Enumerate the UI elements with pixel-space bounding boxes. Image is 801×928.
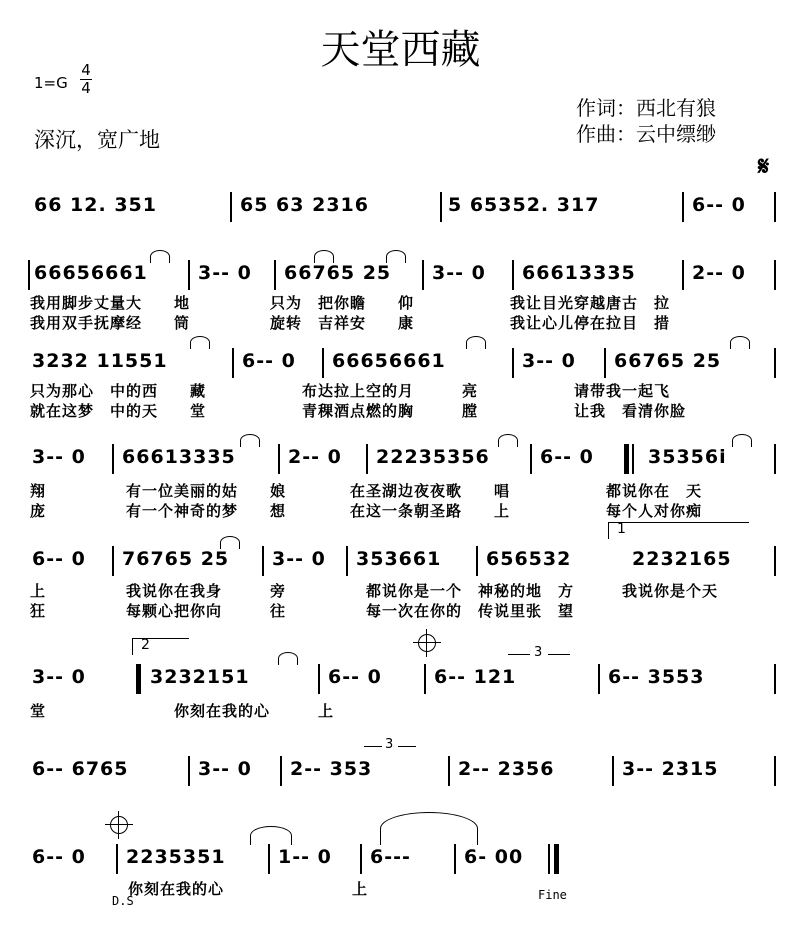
- measure-notes: 2-- 353: [290, 758, 373, 780]
- barline: [512, 260, 514, 290]
- segno-icon: 𝄋: [758, 152, 770, 182]
- measure-notes: 6-- 0: [242, 350, 296, 372]
- volta-2-label: 2: [141, 637, 150, 653]
- measure-notes: 66613335: [122, 446, 236, 468]
- measure-notes: 66656661: [332, 350, 446, 372]
- barline: [774, 664, 776, 694]
- barline: [322, 348, 324, 378]
- measure-notes: 2-- 0: [692, 262, 746, 284]
- measure-notes: 6- 00: [464, 846, 524, 868]
- song-title: 天堂西藏: [320, 27, 481, 73]
- barline: [682, 192, 684, 222]
- lyric-line-1: 只为那心 中的西 藏 布达拉上空的月 亮 请带我一起飞: [30, 382, 671, 400]
- lyric-line-1: 上 我说你在我身 旁 都说你是一个 神秘的地 方 我说你是个天: [30, 582, 719, 600]
- barline: [424, 664, 426, 694]
- measure-notes: 6-- 6765: [32, 758, 129, 780]
- time-top: 4: [81, 61, 91, 79]
- barline: [230, 192, 232, 222]
- measure-notes: 3-- 0: [432, 262, 486, 284]
- lyric-line-1: 堂 你刻在我的心 上: [30, 702, 335, 720]
- measure-notes: 3232151: [150, 666, 250, 688]
- barline: [366, 444, 368, 474]
- measure-notes: 76765 25: [122, 548, 230, 570]
- barline: [318, 664, 320, 694]
- triplet-label: 3: [534, 645, 543, 660]
- barline: [774, 444, 776, 474]
- measure-notes: 656532: [486, 548, 572, 570]
- barline: [598, 664, 600, 694]
- measure-notes: 66613335: [522, 262, 636, 284]
- triplet-line: [398, 746, 416, 747]
- composer: 作曲：云中缥缈: [576, 122, 716, 146]
- barline: [278, 444, 280, 474]
- measure-notes: 2232165: [632, 548, 732, 570]
- measure-notes: 22235356: [376, 446, 490, 468]
- barline: [268, 844, 270, 874]
- key-signature: 1=G: [34, 74, 68, 92]
- barline: [422, 260, 424, 290]
- volta-1-label: 1: [617, 521, 626, 537]
- measure-notes: 3-- 0: [198, 262, 252, 284]
- barline: [476, 546, 478, 576]
- triplet-line: [508, 654, 530, 655]
- staff-row: [28, 660, 776, 700]
- measure-notes: 66765 25: [284, 262, 392, 284]
- measure-notes: 2-- 2356: [458, 758, 555, 780]
- measure-notes: 65 63 2316: [240, 194, 369, 216]
- barline: [116, 844, 118, 874]
- staff-row: [28, 752, 776, 792]
- measure-notes: 3-- 2315: [622, 758, 719, 780]
- triplet-line: [364, 746, 382, 747]
- time-signature: [78, 62, 94, 97]
- repeat-start-barline: [624, 444, 629, 474]
- barline: [28, 260, 30, 290]
- volta-1-bracket: [608, 522, 749, 539]
- measure-notes: 66765 25: [614, 350, 722, 372]
- staff-row: [28, 188, 776, 228]
- triplet-label: 3: [385, 737, 394, 752]
- measure-notes: 3-- 0: [32, 446, 86, 468]
- triplet-line: [548, 654, 570, 655]
- staff-row: [28, 542, 776, 582]
- barline: [774, 260, 776, 290]
- final-barline-thin: [548, 844, 550, 874]
- measure-notes: 6-- 0: [328, 666, 382, 688]
- measure-notes: 6---: [370, 846, 411, 868]
- lyric-line-2: 狂 每颗心把你向 往 每一次在你的 传说里张 望: [30, 602, 575, 620]
- barline: [774, 348, 776, 378]
- fine-marking: Fine: [538, 888, 567, 902]
- staff-row: [28, 344, 776, 384]
- measure-notes: 3-- 0: [198, 758, 252, 780]
- measure-notes: 6-- 121: [434, 666, 517, 688]
- staff-row: [28, 840, 776, 880]
- barline: [682, 260, 684, 290]
- barline: [262, 546, 264, 576]
- lyric-line-1: 我用脚步丈量大 地 只为 把你瞻 仰 我让目光穿越唐古 拉: [30, 294, 671, 312]
- measure-notes: 6-- 0: [540, 446, 594, 468]
- staff-row: [28, 440, 776, 480]
- lyricist: 作词：西北有狼: [576, 96, 716, 120]
- measure-notes: 66656661: [34, 262, 148, 284]
- measure-notes: 66 12. 351: [34, 194, 157, 216]
- barline: [774, 546, 776, 576]
- ds-marking: D.S: [112, 894, 134, 908]
- final-barline-thick: [554, 844, 559, 874]
- measure-notes: 6-- 3553: [608, 666, 705, 688]
- lyric-line-2: 就在这梦 中的天 堂 青稞酒点燃的胸 膛 让我 看清你脸: [30, 402, 687, 420]
- measure-notes: 2-- 0: [288, 446, 342, 468]
- measure-notes: 6-- 0: [692, 194, 746, 216]
- measure-notes: 3232 11551: [32, 350, 168, 372]
- repeat-end-barline: [136, 664, 141, 694]
- measure-notes: 6-- 0: [32, 846, 86, 868]
- tempo-marking: 深沉，宽广地: [34, 128, 160, 152]
- barline: [530, 444, 532, 474]
- measure-notes: 3-- 0: [522, 350, 576, 372]
- barline: [774, 192, 776, 222]
- barline: [512, 348, 514, 378]
- measure-notes: 5 65352. 317: [448, 194, 600, 216]
- barline: [232, 348, 234, 378]
- measure-notes: 2235351: [126, 846, 226, 868]
- lyric-line-2: 庞 有一个神奇的梦 想 在这一条朝圣路 上 每个人对你痴: [30, 502, 703, 520]
- barline: [280, 756, 282, 786]
- measure-notes: 3-- 0: [32, 666, 86, 688]
- volta-2-bracket: [132, 638, 189, 655]
- measure-notes: 1-- 0: [278, 846, 332, 868]
- barline: [632, 444, 634, 474]
- barline: [188, 756, 190, 786]
- coda-icon: [110, 816, 128, 834]
- barline: [274, 260, 276, 290]
- lyric-line-2: 我用双手抚摩经 筒 旋转 吉祥安 康 我让心儿停在拉目 措: [30, 314, 671, 332]
- staff-row: [28, 256, 776, 296]
- measure-notes: 6-- 0: [32, 548, 86, 570]
- barline: [346, 546, 348, 576]
- measure-notes: 35356i: [648, 446, 727, 468]
- barline: [604, 348, 606, 378]
- barline: [112, 444, 114, 474]
- measure-notes: 353661: [356, 548, 442, 570]
- barline: [774, 756, 776, 786]
- barline: [188, 260, 190, 290]
- barline: [612, 756, 614, 786]
- lyric-line-1: 翔 有一位美丽的姑 娘 在圣湖边夜夜歌 唱 都说你在 天: [30, 482, 703, 500]
- time-bottom: 4: [81, 79, 91, 97]
- coda-icon: [418, 634, 436, 652]
- barline: [440, 192, 442, 222]
- barline: [454, 844, 456, 874]
- barline: [360, 844, 362, 874]
- barline: [448, 756, 450, 786]
- measure-notes: 3-- 0: [272, 548, 326, 570]
- lyric-line-1: 你刻在我的心 上: [128, 880, 369, 898]
- barline: [112, 546, 114, 576]
